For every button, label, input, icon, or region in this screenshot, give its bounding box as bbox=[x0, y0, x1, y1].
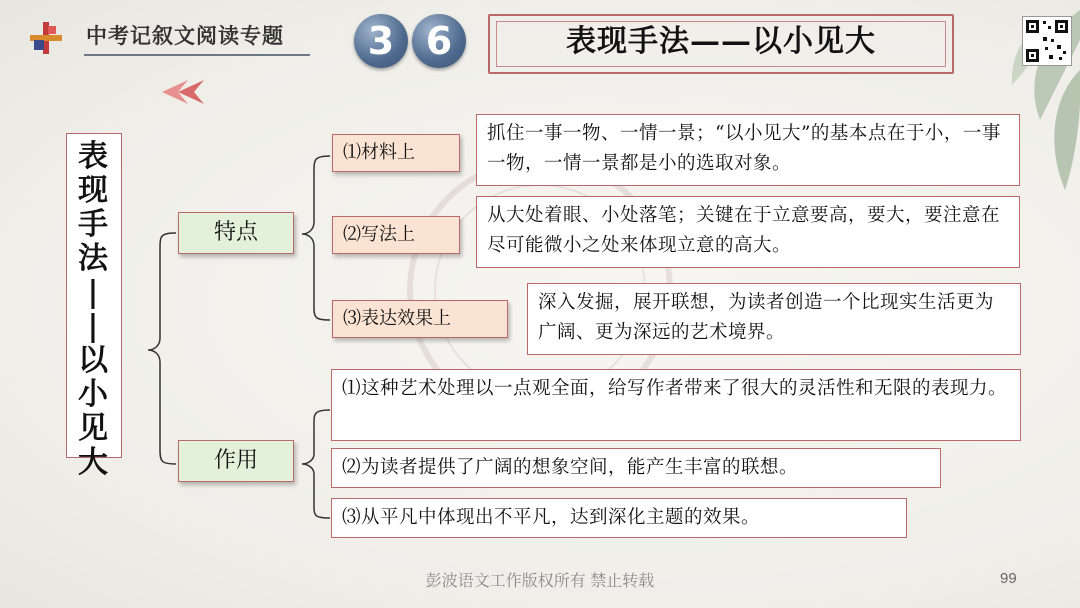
topic-text: 表 现 手 法 | | 以 小 见 大 bbox=[78, 139, 108, 480]
series-title: 中考记叙文阅读专题 bbox=[86, 23, 284, 48]
features-node: 特点 bbox=[178, 212, 294, 254]
number-badge-3: 3 bbox=[354, 14, 408, 68]
effect-item-1: ⑴这种艺术处理以一点观全面，给写作者带来了很大的灵活性和无限的表现力。 bbox=[331, 369, 1021, 441]
writing-tag: ⑵写法上 bbox=[332, 216, 460, 254]
writing-desc: 从大处着眼、小处落笔；关键在于立意要高，要大，要注意在尽可能微小之处来体现立意的高大。 bbox=[476, 196, 1020, 268]
effect-tag: ⑶表达效果上 bbox=[332, 300, 508, 338]
copyright-footer: 彭波语文工作版权所有 禁止转载 bbox=[425, 573, 655, 590]
effect-item-2: ⑵为读者提供了广阔的想象空间，能产生丰富的联想。 bbox=[331, 448, 941, 488]
number-badge-6: 6 bbox=[412, 14, 466, 68]
effects-node: 作用 bbox=[178, 440, 294, 482]
material-tag: ⑴材料上 bbox=[332, 134, 460, 172]
page-number: 99 bbox=[1000, 570, 1017, 587]
page-title: 表现手法——以小见大 bbox=[566, 24, 876, 59]
effect-desc: 深入发掘，展开联想，为读者创造一个比现实生活更为广阔、更为深远的艺术境界。 bbox=[527, 283, 1021, 355]
effect-item-3: ⑶从平凡中体现出不平凡，达到深化主题的效果。 bbox=[331, 498, 907, 538]
material-desc: 抓住一事一物、一情一景；“以小见大”的基本点在于小，一事一物，一情一景都是小的选取对象。 bbox=[476, 114, 1020, 186]
